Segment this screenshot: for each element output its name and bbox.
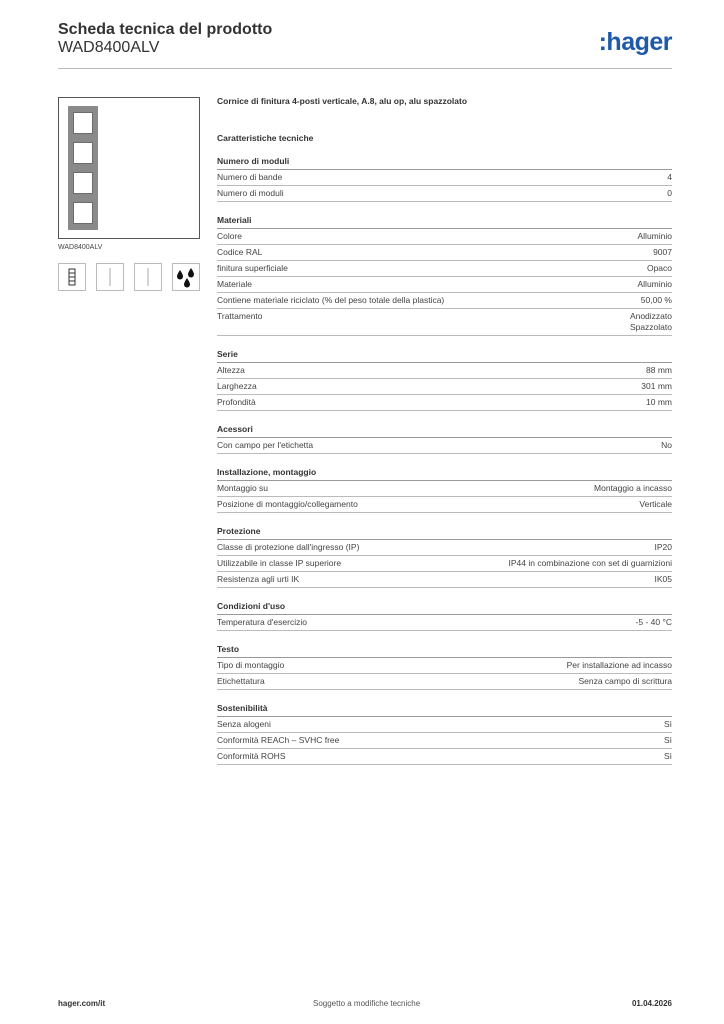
spec-value [667,172,672,183]
single-line-icon [96,263,124,291]
spec-value [641,381,672,392]
spec-value-line: Anodizzato [629,311,672,321]
hager-logo: :hager [598,28,672,56]
spec-label: Classe di protezione dall'ingresso (IP) [217,542,360,552]
product-image [58,97,200,239]
spec-value [655,574,673,585]
spec-value-line: Alluminio [637,231,672,241]
section-title: Condizioni d'uso [217,601,672,615]
spec-value [638,231,673,242]
spec-value-line: 50,00 % [640,295,672,305]
spec-value [661,440,672,451]
spec-row [217,363,672,379]
spec-value [664,735,672,746]
spec-value-line: Alluminio [637,279,672,289]
spec-label: finitura superficiale [217,263,288,273]
spec-value [636,617,672,628]
spec-row [217,481,672,497]
spec-label: Etichettatura [217,676,265,686]
section-title: Sostenibilità [217,703,672,717]
spec-value-line: Per installazione ad incasso [566,660,672,670]
spec-value-line: 301 mm [641,381,672,391]
spec-row [217,615,672,631]
spec-section [217,424,672,454]
spec-row [217,379,672,395]
water-drops-icon [172,263,200,291]
spec-row [217,540,672,556]
spec-value-line: IP20 [654,542,672,552]
spec-sections [217,156,672,765]
spec-label: Numero di bande [217,172,283,182]
section-title: Numero di moduli [217,156,672,170]
spec-label: Trattamento [217,311,263,321]
spec-value [638,279,673,290]
spec-value [655,542,673,553]
spec-value [653,247,672,258]
spec-section [217,526,672,588]
footer-date: 01.04.2026 [631,999,672,1008]
spec-value-line: IK05 [654,574,672,584]
spec-value [509,558,673,569]
spec-row [217,674,672,690]
spec-value [646,397,672,408]
spec-value-line: Sì [663,751,672,761]
spec-row [217,572,672,588]
spec-value-line: Verticale [639,499,672,509]
spec-section [217,703,672,765]
spec-section [217,644,672,690]
document-title: Scheda tecnica del prodotto [58,21,273,38]
spec-value-line: Opaco [646,263,672,273]
spec-value [647,263,672,274]
spec-value [664,719,672,730]
spec-value-line: Montaggio a incasso [594,483,672,493]
spec-row [217,309,672,336]
product-description: Cornice di finitura 4-posti verticale, A.8, alu op, alu spazzolato [217,96,468,106]
spec-row [217,733,672,749]
spec-label: Temperatura d'esercizio [217,617,307,627]
spec-label: Resistenza agli urti IK [217,574,300,584]
spec-label: Larghezza [217,381,257,391]
spec-row [217,395,672,411]
spec-row [217,438,672,454]
spec-label: Profondità [217,397,256,407]
spec-label: Colore [217,231,243,241]
spec-section [217,349,672,411]
spec-value-line: 88 mm [646,365,672,375]
section-title: Testo [217,644,672,658]
section-title: Protezione [217,526,672,540]
frame-slot [73,112,93,134]
bands-icon [58,263,86,291]
footer-notice: Soggetto a modifiche tecniche [313,999,421,1008]
spec-row [217,717,672,733]
spec-value-line: -5 - 40 °C [635,617,672,627]
spec-row [217,277,672,293]
spec-value-line: 10 mm [646,397,672,407]
spec-value-line: 9007 [653,247,672,257]
spec-value [567,660,672,671]
spec-label: Montaggio su [217,483,269,493]
spec-section [217,215,672,336]
spec-label: Con campo per l'etichetta [217,440,314,450]
spec-value-line: 0 [667,188,672,198]
spec-label: Conformità ROHS [217,751,286,761]
spec-value-line: 4 [667,172,672,182]
footer-website: hager.com/it [58,999,106,1008]
spec-row [217,245,672,261]
spec-section [217,156,672,202]
frame-slot [73,172,93,194]
spec-value-line: Sì [663,735,672,745]
spec-value [594,483,672,494]
spec-row [217,170,672,186]
spec-label: Contiene materiale riciclato (% del peso totale della plastica) [217,295,445,305]
section-title: Installazione, montaggio [217,467,672,481]
spec-section [217,467,672,513]
tech-characteristics-title: Caratteristiche tecniche [217,133,314,143]
spec-value [646,365,672,376]
spec-value-line: No [661,440,672,450]
single-line-icon [134,263,162,291]
spec-label: Altezza [217,365,245,375]
spec-row [217,186,672,202]
spec-row [217,261,672,277]
spec-label: Utilizzabile in classe IP superiore [217,558,342,568]
spec-label: Tipo di montaggio [217,660,285,670]
frame-illustration [68,106,98,230]
spec-label: Conformità REACh – SVHC free [217,735,340,745]
section-title: Acessori [217,424,672,438]
spec-label: Materiale [217,279,252,289]
spec-value-line: Sì [663,719,672,729]
frame-slot [73,142,93,164]
spec-row [217,293,672,309]
spec-label: Numero di moduli [217,188,284,198]
spec-row [217,556,672,572]
spec-sheet [217,96,672,765]
spec-value [639,499,672,510]
spec-value-line: Spazzolato [629,322,672,332]
section-title: Serie [217,349,672,363]
spec-value-line: Senza campo di scrittura [578,676,672,686]
spec-value [578,676,672,687]
spec-label: Senza alogeni [217,719,271,729]
spec-value [664,751,672,762]
spec-label: Codice RAL [217,247,263,257]
spec-value [641,295,672,306]
spec-row [217,229,672,245]
spec-section [217,601,672,631]
spec-value [630,311,672,333]
spec-row [217,658,672,674]
spec-row [217,497,672,513]
spec-row [217,749,672,765]
spec-value-line: IP44 in combinazione con set di guarnizioni [508,558,672,568]
header-divider [58,68,672,69]
image-caption: WAD8400ALV [58,244,103,251]
spec-value [667,188,672,199]
product-code: WAD8400ALV [58,39,160,56]
frame-slot [73,202,93,224]
spec-label: Posizione di montaggio/collegamento [217,499,358,509]
section-title: Materiali [217,215,672,229]
